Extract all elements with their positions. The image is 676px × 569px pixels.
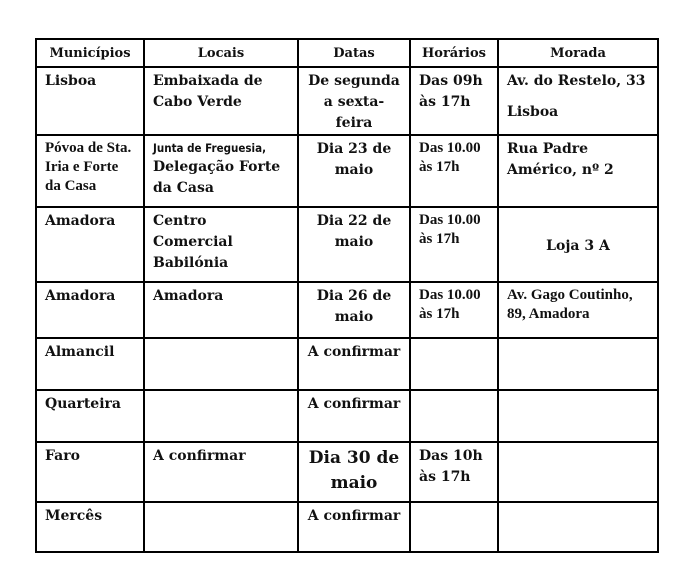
cell-municipio: Almancil xyxy=(36,338,144,390)
cell-morada xyxy=(498,442,658,502)
table-row xyxy=(36,390,658,442)
cell-local xyxy=(144,390,298,442)
cell-horario: Das 10.00 às 17h xyxy=(410,282,498,338)
cell-horario xyxy=(410,338,498,390)
cell-morada: Rua Padre Américo, nº 2 xyxy=(498,135,658,207)
header-row xyxy=(36,39,658,67)
cell-horario: Das 10.00 às 17h xyxy=(410,135,498,207)
cell-morada: Loja 3 A xyxy=(498,207,658,282)
cell-municipio: Quarteira xyxy=(36,390,144,442)
cell-data: Dia 22 de maio xyxy=(298,207,410,282)
table-row xyxy=(36,135,658,207)
header-horarios: Horários xyxy=(410,39,498,67)
table-row xyxy=(36,442,658,502)
cell-data: A confirmar xyxy=(298,338,410,390)
table-row xyxy=(36,282,658,338)
cell-data: Dia 23 de maio xyxy=(298,135,410,207)
schedule-table xyxy=(35,38,659,553)
cell-horario xyxy=(410,502,498,552)
header-municipios: Municípios xyxy=(36,39,144,67)
cell-data: Dia 30 de maio xyxy=(298,442,410,502)
table-row xyxy=(36,338,658,390)
cell-municipio: Póvoa de Sta. Iria e Forte da Casa xyxy=(36,135,144,207)
cell-local: Embaixada de Cabo Verde xyxy=(144,67,298,135)
local-line-2: Delegação Forte da Casa xyxy=(153,159,281,196)
cell-horario xyxy=(410,390,498,442)
cell-morada xyxy=(498,502,658,552)
table-row xyxy=(36,502,658,552)
cell-data: De segunda a sexta- feira xyxy=(298,67,410,135)
cell-data: Dia 26 de maio xyxy=(298,282,410,338)
cell-local: Centro Comercial Babilónia xyxy=(144,207,298,282)
cell-local xyxy=(144,338,298,390)
header-morada: Morada xyxy=(498,39,658,67)
cell-municipio: Mercês xyxy=(36,502,144,552)
cell-data: A confirmar xyxy=(298,502,410,552)
cell-municipio: Amadora xyxy=(36,207,144,282)
cell-municipio: Lisboa xyxy=(36,67,144,135)
cell-municipio: Amadora xyxy=(36,282,144,338)
morada-line-1: Av. do Restelo, 33 xyxy=(507,73,646,89)
cell-horario: Das 09h às 17h xyxy=(410,67,498,135)
cell-municipio: Faro xyxy=(36,442,144,502)
cell-local xyxy=(144,135,298,207)
cell-local: Amadora xyxy=(144,282,298,338)
cell-local: A confirmar xyxy=(144,442,298,502)
header-locais: Locais xyxy=(144,39,298,67)
local-line-1: Junta de Freguesia, xyxy=(153,141,266,155)
cell-morada xyxy=(498,67,658,135)
cell-horario: Das 10.00 às 17h xyxy=(410,207,498,282)
cell-horario: Das 10h às 17h xyxy=(410,442,498,502)
cell-morada: Av. Gago Coutinho, 89, Amadora xyxy=(498,282,658,338)
cell-local xyxy=(144,502,298,552)
cell-morada xyxy=(498,338,658,390)
table-row xyxy=(36,67,658,135)
header-datas: Datas xyxy=(298,39,410,67)
table-row xyxy=(36,207,658,282)
cell-morada xyxy=(498,390,658,442)
cell-data: A confirmar xyxy=(298,390,410,442)
morada-line-2: Lisboa xyxy=(507,104,559,120)
